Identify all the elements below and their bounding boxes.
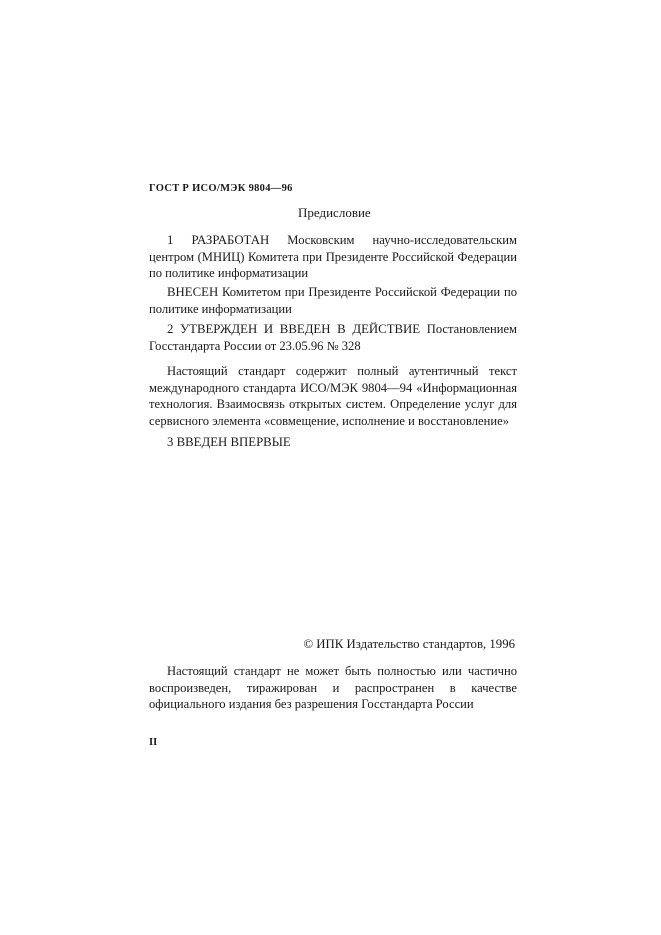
section-approved: [149, 321, 517, 354]
section-developed: [149, 232, 517, 282]
standard-code-header: ГОСТ Р ИСО/МЭК 9804—96: [149, 183, 293, 194]
preface-title: Предисловие: [298, 205, 371, 220]
section-introduced-text: Комитетом при Президенте Российской Федерации по политике информатизации: [149, 285, 517, 316]
section-developed-lead: 1 РАЗРАБОТАН: [167, 233, 270, 247]
reproduction-notice: [149, 663, 517, 713]
section-approved-lead: 2 УТВЕРЖДЕН И ВВЕДЕН В ДЕЙСТВИЕ: [167, 322, 421, 336]
section-developed-text: Московским научно-исследовательским центром (МНИЦ) Комитета при Президенте Российской Федерации по политике информатизации: [149, 233, 518, 280]
section-approved-text: Постановлением Госстандарта России от 23.05.96 № 328: [149, 322, 518, 353]
section-first-introduced-lead: 3 ВВЕДЕН ВПЕРВЫЕ: [167, 435, 291, 449]
reproduction-notice-text: Настоящий стандарт не может быть полностью или частично воспроизведен, тиражирован и распространен в качестве официального издания без разрешения Госстандарта России: [149, 664, 517, 711]
section-introduced: [149, 284, 517, 317]
copyright-line: © ИПК Издательство стандартов, 1996: [303, 637, 515, 651]
section-authentic-text-body: Настоящий стандарт содержит полный аутентичный текст международного стандарта ИСО/МЭК 9804—94 «Информационная технология. Взаимосвязь открытых систем. Определение услуг для сервисного элемента «совмещение, исполнение и восстановление»: [149, 364, 517, 428]
section-first-introduced: [149, 434, 517, 451]
page-number: II: [149, 737, 158, 748]
section-introduced-lead: ВНЕСЕН: [167, 285, 219, 299]
section-authentic-text: [149, 363, 517, 429]
